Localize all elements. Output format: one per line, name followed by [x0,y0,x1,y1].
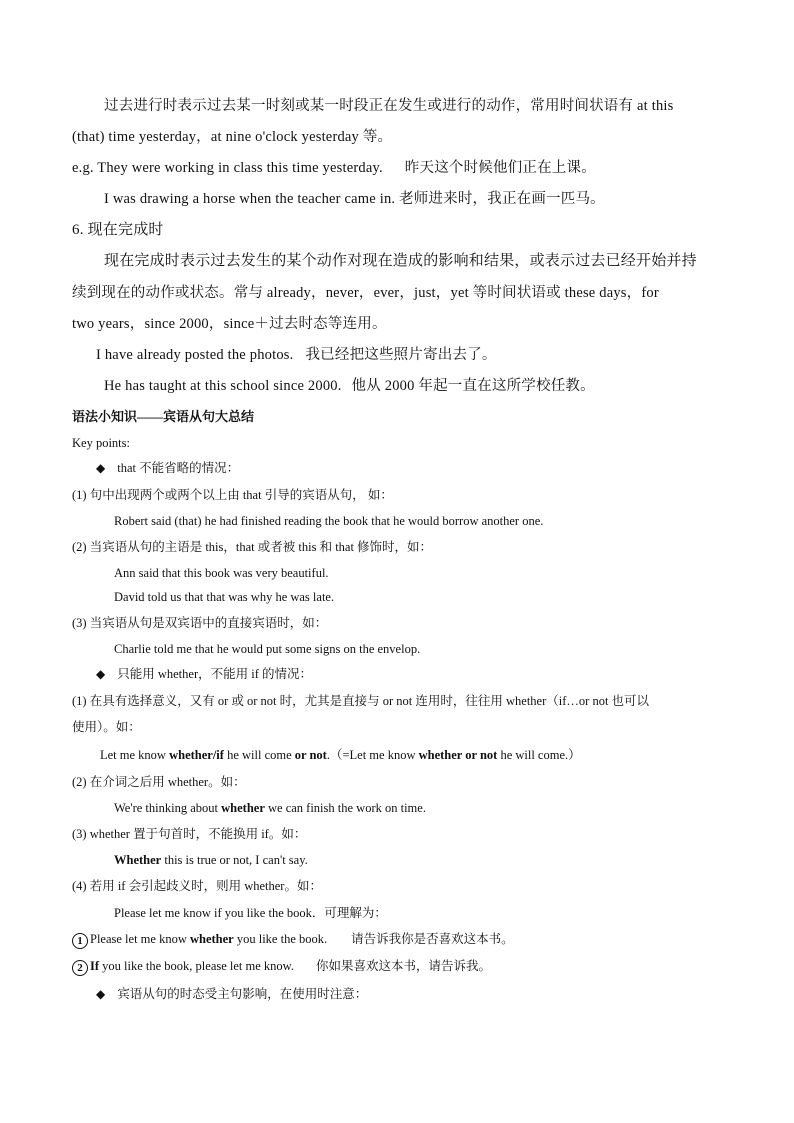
rule-1-1: (1) 句中出现两个或两个以上由 that 引导的宾语从句， 如： [72,488,393,502]
diamond-bullet-icon: ◆ [96,461,106,475]
rule-2-3: (3) whether 置于句首时，不能换用 if。如： [72,827,307,841]
example-text: you like the book. [233,932,328,946]
rule-1-2: (2) 当宾语从句的主语是 this，that 或者被 this 和 that 修饰时，如： [72,540,433,554]
example-sentence-2: I was drawing a horse when the teacher came in. 老师进来时，我正在画一匹马。 [104,191,605,207]
circled-number-2: 2 [72,960,88,976]
example-text: he will come.） [497,748,581,762]
rule-2-1-line1: (1) 在具有选择意义，又有 or 或 or not 时，尤其是直接与 or not 连用时，往往用 whether（if…or not 也可以 [72,694,650,708]
rule-2-4: (4) 若用 if 会引起歧义时，则用 whether。如： [72,879,322,893]
rule-1-3: (3) 当宾语从句是双宾语中的直接宾语时，如： [72,616,328,630]
bullet-tense-agreement [96,985,367,1003]
paragraph-present-perfect-line1: 现在完成时表示过去发生的某个动作对现在造成的影响和结果，或表示过去已经开始并持 [104,253,697,269]
paragraph-past-progressive-line2: (that) time yesterday，at nine o'clock yesterday 等。 [72,129,393,145]
example-emphasis: whether or not [418,748,498,762]
rule-1-1-example: Robert said (that) he had finished reading the book that he would borrow another one. [114,514,544,528]
example-4-english: He has taught at this school since 2000. [104,378,342,394]
example-text: .（=Let me know [326,748,419,762]
example-emphasis: whether [189,932,234,946]
rule-2-4-example: Please let me know if you like the book．可理解为： [114,906,387,920]
circled-number-1: 1 [72,933,88,949]
example-emphasis: Whether [114,853,162,867]
interpretation-option-1 [72,930,514,949]
rule-1-2-example-1: Ann said that this book was very beautiful. [114,566,329,580]
example-text: We're thinking about [114,801,222,815]
rule-2-1-line2: 使用）。如： [72,720,141,734]
diamond-bullet-icon: ◆ [96,667,106,681]
paragraph-present-perfect-line3: two years，since 2000，since＋过去时态等连用。 [72,316,387,332]
example-3-chinese: 我已经把这些照片寄出去了。 [305,347,497,363]
example-emphasis: whether/if [169,748,224,762]
grammar-section-title: 语法小知识——宾语从句大总结 [72,409,255,424]
heading-present-perfect: 6. 现在完成时 [72,222,164,238]
bullet-that-cannot-omit [96,459,239,477]
rule-1-3-example: Charlie told me that he would put some signs on the envelop. [114,642,421,656]
example-emphasis: whether [221,801,265,815]
paragraph-present-perfect-line2: 续到现在的动作或状态。常与 already，never，ever，just，yet 等时间状语或 these days，for [72,285,659,301]
example-text: Let me know [100,748,170,762]
bullet-2-label: 只能用 whether，不能用 if 的情况： [117,667,313,681]
interpretation-option-2 [72,957,491,976]
example-sentence-1 [72,159,596,177]
bullet-whether-only [96,665,312,683]
rule-2-2-example [114,799,426,817]
diamond-bullet-icon: ◆ [96,987,106,1001]
example-emphasis: If [90,959,100,973]
example-text: this is true or not, I can't say. [161,853,308,867]
rule-2-1-example [100,746,581,764]
example-sentence-3 [96,346,497,364]
rule-2-2: (2) 在介词之后用 whether。如： [72,775,246,789]
bullet-3-label: 宾语从句的时态受主句影响，在使用时注意： [117,987,368,1001]
example-text: Please let me know [90,932,190,946]
example-emphasis: or not [294,748,327,762]
rule-1-2-example-2: David told us that that was why he was late. [114,590,335,604]
bullet-1-label: that 不能省略的情况： [117,461,240,475]
example-sentence-4 [104,377,595,395]
example-3-english: I have already posted the photos. [96,347,294,363]
example-chinese: 请告诉我你是否喜欢这本书。 [351,932,514,946]
example-1-chinese: 昨天这个时候他们正在上课。 [404,160,596,176]
example-text: you like the book, please let me know. [99,959,295,973]
paragraph-past-progressive-line1: 过去进行时表示过去某一时刻或某一时段正在发生或进行的动作，常用时间状语有 at this [104,98,674,114]
example-text: he will come [223,748,295,762]
rule-2-3-example [114,851,308,869]
example-text: we can finish the work on time. [264,801,426,815]
key-points-label: Key points: [72,436,130,450]
example-4-chinese: 他从 2000 年起一直在这所学校任教。 [351,378,595,394]
example-1-english: e.g. They were working in class this time yesterday. [72,160,383,176]
example-chinese: 你如果喜欢这本书，请告诉我。 [316,959,492,973]
